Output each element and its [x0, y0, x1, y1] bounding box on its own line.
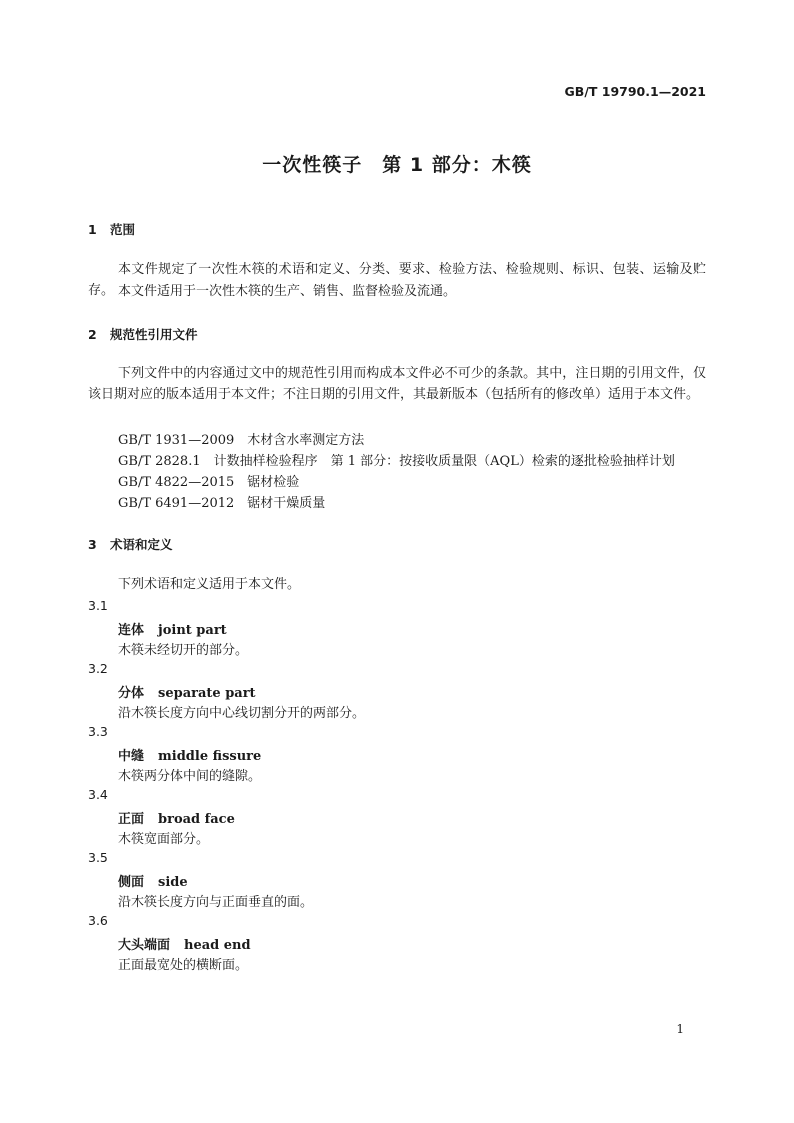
- term-en: middle fissure: [158, 749, 262, 764]
- reference-item: GB/T 1931—2009 木材含水率测定方法: [118, 433, 365, 448]
- term-definition: 沿木筷长度方向中心线切割分开的两部分。: [118, 706, 366, 721]
- standard-number: GB/T 19790.1—2021: [564, 84, 706, 99]
- reference-item: GB/T 2828.1 计数抽样检验程序 第 1 部分：按接收质量限（AQL）检索的逐批检验抽样计划: [118, 454, 675, 469]
- term-zh: 侧面: [118, 875, 145, 890]
- section-number: 3: [88, 537, 97, 552]
- term-zh: 大头端面: [118, 938, 171, 953]
- document-title: 一次性筷子 第 1 部分：木筷: [262, 154, 532, 176]
- term-definition: 木筷两分体中间的缝隙。: [118, 769, 262, 784]
- section-title: 规范性引用文件: [110, 327, 198, 342]
- section-number: 1: [88, 222, 97, 237]
- term-number: 3.2: [88, 661, 108, 676]
- page-number: 1: [676, 1022, 684, 1036]
- term-en: joint part: [158, 623, 227, 638]
- term-definition: 沿木筷长度方向与正面垂直的面。: [118, 895, 314, 910]
- term-number: 3.3: [88, 724, 108, 739]
- term-definition: 木筷宽面部分。: [118, 832, 210, 847]
- term-en: side: [158, 875, 188, 890]
- term-en: separate part: [158, 686, 256, 701]
- reference-item: GB/T 6491—2012 锯材干燥质量: [118, 496, 326, 511]
- paragraph: 下列文件中的内容通过文中的规范性引用而构成本文件必不可少的条款。其中，注日期的引用文件，仅该日期对应的版本适用于本文件；不注日期的引用文件，其最新版本（包括所有的修改单）适用于本文件。: [88, 366, 706, 402]
- term-definition: 木筷未经切开的部分。: [118, 643, 249, 658]
- term-number: 3.6: [88, 913, 108, 928]
- section-title: 范围: [110, 222, 136, 237]
- term-number: 3.5: [88, 850, 108, 865]
- term-entry: [118, 934, 251, 953]
- term-number: 3.4: [88, 787, 108, 802]
- paragraph: 下列术语和定义适用于本文件。: [118, 577, 301, 592]
- term-entry: [118, 619, 227, 638]
- reference-item: GB/T 4822—2015 锯材检验: [118, 475, 300, 490]
- section-heading-scope: [88, 220, 135, 238]
- term-entry: [118, 745, 261, 764]
- term-en: broad face: [158, 812, 235, 827]
- term-entry: [118, 871, 188, 890]
- section-heading-normative-refs: [88, 325, 198, 343]
- term-zh: 连体: [118, 623, 145, 638]
- section-number: 2: [88, 327, 97, 342]
- paragraph: 本文件规定了一次性木筷的术语和定义、分类、要求、检验方法、检验规则、标识、包装、运输及贮存。: [88, 262, 706, 298]
- term-entry: [118, 682, 256, 701]
- term-zh: 正面: [118, 812, 145, 827]
- term-definition: 正面最宽处的横断面。: [118, 958, 249, 973]
- paragraph: 本文件适用于一次性木筷的生产、销售、监督检验及流通。: [118, 284, 457, 299]
- section-heading-terms: [88, 535, 173, 553]
- term-number: 3.1: [88, 598, 108, 613]
- term-entry: [118, 808, 235, 827]
- term-zh: 分体: [118, 686, 145, 701]
- section-title: 术语和定义: [110, 537, 173, 552]
- term-en: head end: [184, 938, 251, 953]
- term-zh: 中缝: [118, 749, 145, 764]
